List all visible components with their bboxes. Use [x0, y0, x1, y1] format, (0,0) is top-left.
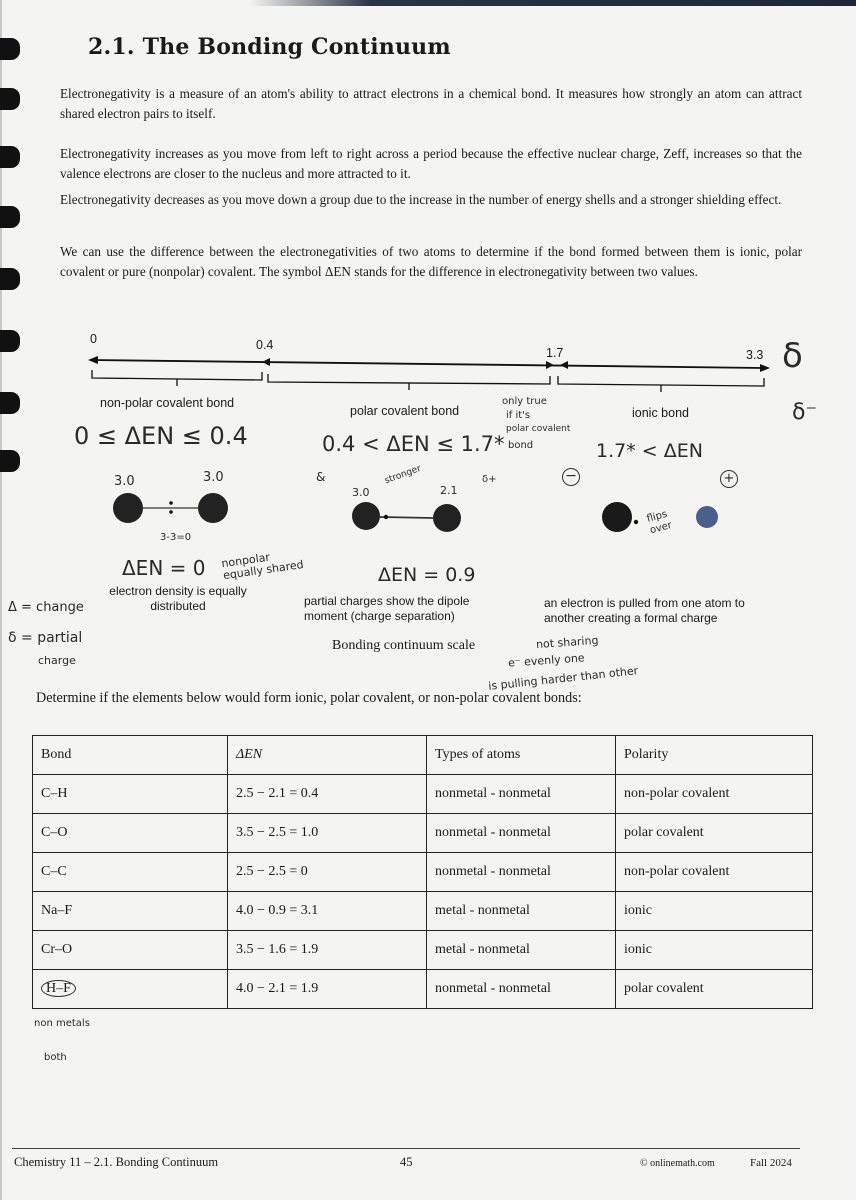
- tick-label-33: 3.3: [746, 348, 764, 362]
- atom-value-nonpolar-left: 3.0: [114, 474, 135, 489]
- binder-hole: [0, 206, 20, 228]
- tick-arrow-04: [262, 358, 270, 366]
- footer-term: Fall 2024: [750, 1157, 792, 1169]
- cell-polarity: ionic: [616, 931, 813, 970]
- tick-label-04: 0.4: [256, 338, 274, 352]
- handwritten-delta-zero: ΔEN = 0: [122, 556, 206, 580]
- tick-label-0: 0: [90, 332, 97, 346]
- handwritten-sharing-note1: not sharing: [535, 633, 599, 652]
- atom-value-polar-right: 2.1: [440, 484, 458, 497]
- paragraph-delta-en: We can use the difference between the electronegativities of two atoms to determine if the bond formed between them is ionic, polar covalent or pure (nonpolar) covalent. The symbol ΔEN stands for the difference in electronegativity between two values.: [60, 244, 802, 279]
- page-title: 2.1. The Bonding Continuum: [88, 34, 451, 60]
- scale-caption: Bonding continuum scale: [332, 638, 476, 653]
- handwritten-sym: δ+: [482, 474, 497, 485]
- cell-delta-en: 4.0 − 2.1 = 1.9: [228, 970, 427, 1009]
- note-polar: partial charges show the dipole moment (charge separation): [304, 594, 470, 623]
- cell-bond: [33, 970, 228, 1009]
- cell-types: nonmetal - nonmetal: [427, 853, 616, 892]
- brace-nonpolar: [92, 370, 262, 380]
- question-text: Determine if the elements below would form ionic, polar covalent, or non-polar covalent bonds:: [36, 690, 582, 706]
- header-bond: Bond: [33, 736, 228, 775]
- table-row: [33, 814, 813, 853]
- handwritten-sharing-note2: e⁻ evenly one: [507, 651, 585, 670]
- footer-course: Chemistry 11 – 2.1. Bonding Continuum: [14, 1155, 219, 1169]
- cell-types: metal - nonmetal: [427, 931, 616, 970]
- region-nonpolar: non-polar covalent bond: [100, 396, 235, 410]
- cell-bond: Cr–O: [33, 931, 228, 970]
- cell-polarity: non-polar covalent: [616, 853, 813, 892]
- tick-label-17: 1.7: [546, 346, 564, 360]
- header-delta-en: ΔEN: [228, 736, 427, 775]
- cell-delta-en: 3.5 − 1.6 = 1.9: [228, 931, 427, 970]
- brace-ionic: [558, 376, 764, 386]
- tick-arrow-17b: [560, 361, 568, 369]
- header-types: Types of atoms: [427, 736, 616, 775]
- handwritten-polar-note3: bond: [508, 440, 534, 451]
- footer-rule: [12, 1148, 800, 1149]
- cell-types: nonmetal - nonmetal: [427, 970, 616, 1009]
- handwritten-delta-plus: δ: [782, 336, 803, 376]
- cell-polarity: polar covalent: [616, 970, 813, 1009]
- handwritten-polar-range: 0.4 < ΔEN ≤ 1.7*: [322, 432, 505, 456]
- cell-polarity: non-polar covalent: [616, 775, 813, 814]
- table-row: [33, 931, 813, 970]
- brace-polar: [268, 374, 550, 384]
- table-row: [33, 775, 813, 814]
- handwritten-legend-partial1: δ = partial: [8, 630, 83, 646]
- binder-hole: [0, 38, 20, 60]
- table-row: [33, 970, 813, 1009]
- footer-page-number: 45: [400, 1155, 413, 1169]
- handwritten-polar-only: only true: [502, 396, 547, 407]
- handwritten-ionic-range: 1.7* < ΔEN: [596, 440, 703, 462]
- cell-delta-en: 2.5 − 2.5 = 0: [228, 853, 427, 892]
- handwritten-delta-calc: 3-3=0: [160, 532, 192, 543]
- atom-nonpolar-left: [113, 493, 143, 523]
- handwritten-nonpolar-note: nonpolar equally shared: [220, 550, 305, 583]
- atom-ionic-left: [602, 502, 632, 532]
- cell-bond: C–O: [33, 814, 228, 853]
- cell-bond: C–C: [33, 853, 228, 892]
- footer-site: © onlinemath.com: [640, 1158, 715, 1169]
- handwritten-minus: −: [562, 468, 580, 486]
- handwritten-polar-note1: if it's: [506, 410, 531, 421]
- handwritten-stronger: stronger: [383, 463, 423, 487]
- scale-line: [92, 360, 766, 368]
- cell-polarity: polar covalent: [616, 814, 813, 853]
- handwritten-delta-point9: ΔEN = 0.9: [378, 564, 476, 586]
- table-row: [33, 853, 813, 892]
- atom-nonpolar-right: [198, 493, 228, 523]
- scan-shadow: [250, 0, 856, 6]
- cell-bond: Na–F: [33, 892, 228, 931]
- cell-types: nonmetal - nonmetal: [427, 814, 616, 853]
- circled-bond: H–F: [41, 980, 76, 997]
- handwritten-polar-note2: polar covalent: [506, 424, 571, 434]
- binder-hole: [0, 450, 20, 472]
- binder-hole: [0, 268, 20, 290]
- binder-hole: [0, 146, 20, 168]
- table-row: [33, 892, 813, 931]
- cell-bond: C–H: [33, 775, 228, 814]
- cell-polarity: ionic: [616, 892, 813, 931]
- cell-delta-en: 2.5 − 2.1 = 0.4: [228, 775, 427, 814]
- atom-value-polar-left: 3.0: [352, 486, 370, 499]
- handwritten-legend-partial2: charge: [38, 654, 76, 667]
- paragraph-period-trend: Electronegativity increases as you move from left to right across a period because the effective nuclear charge, Zeff, increases so that the valence electrons are closer to the nucleus and more attracted to it.: [60, 146, 802, 181]
- scale-arrow-left: [88, 356, 98, 364]
- atom-polar-right: [433, 504, 461, 532]
- handwritten-and: &: [316, 470, 326, 484]
- scale-arrow-right: [760, 364, 770, 372]
- handwritten-flip-note: flips over: [645, 508, 674, 537]
- bond-table: [32, 735, 813, 1009]
- region-polar: polar covalent bond: [350, 404, 460, 418]
- cell-types: nonmetal - nonmetal: [427, 775, 616, 814]
- note-ionic: an electron is pulled from one atom to another creating a formal charge: [544, 596, 745, 625]
- handwritten-plus: +: [720, 470, 738, 488]
- atom-polar-left: [352, 502, 380, 530]
- header-polarity: Polarity: [616, 736, 813, 775]
- paragraph-group-trend: Electronegativity decreases as you move down a group due to the increase in the number of energy shells and a stronger shielding effect.: [60, 192, 782, 207]
- cell-delta-en: 3.5 − 2.5 = 1.0: [228, 814, 427, 853]
- atom-value-nonpolar-right: 3.0: [203, 470, 224, 485]
- handwritten-nonpolar-range: 0 ≤ ΔEN ≤ 0.4: [74, 422, 248, 450]
- cell-types: metal - nonmetal: [427, 892, 616, 931]
- handwritten-delta-minus: δ⁻: [792, 400, 818, 425]
- binder-hole: [0, 88, 20, 110]
- page-edge: [0, 0, 2, 1200]
- handwritten-sharing-note3: is pulling harder than other: [487, 664, 639, 693]
- paragraph-electronegativity: Electronegativity is a measure of an atom's ability to attract electrons in a chemical bond. It measures how strongly an atom can attract shared electron pairs to itself.: [60, 86, 802, 121]
- handwritten-nonmetal-both1: non metals: [34, 1018, 90, 1029]
- atom-ionic-right: [696, 506, 718, 528]
- note-nonpolar: electron density is equally distributed: [109, 584, 247, 613]
- handwritten-legend-delta: Δ = change: [8, 600, 84, 615]
- tick-arrow-17a: [546, 361, 554, 369]
- cell-delta-en: 4.0 − 0.9 = 3.1: [228, 892, 427, 931]
- handwritten-nonmetal-both2: both: [44, 1052, 67, 1063]
- table-header-row: [33, 736, 813, 775]
- region-ionic: ionic bond: [632, 406, 689, 420]
